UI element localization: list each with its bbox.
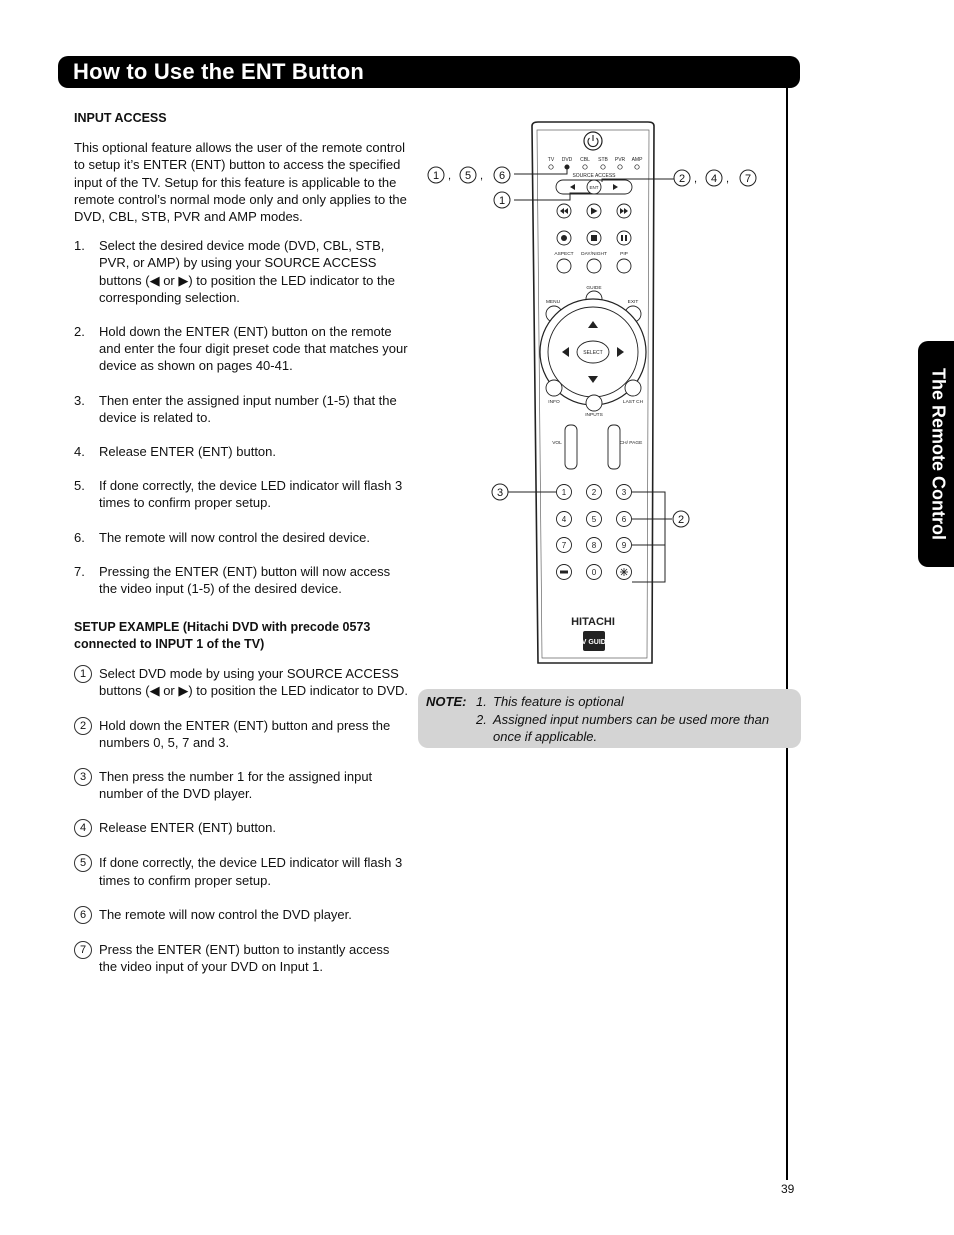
stop-icon	[591, 235, 597, 241]
svg-text:,: ,	[694, 173, 698, 185]
exit-label: EXIT	[627, 300, 639, 305]
svg-text:1: 1	[498, 195, 506, 207]
digit-label: 8	[591, 541, 597, 550]
step-number: 2.	[74, 324, 85, 340]
note-label: NOTE:	[426, 694, 467, 709]
callout-right-top	[674, 170, 756, 186]
mode-label-cbl: CBL	[580, 157, 590, 163]
digit-label: 7	[561, 541, 567, 550]
mode-label-dvd: DVD	[561, 157, 573, 163]
svg-text:,: ,	[480, 170, 484, 182]
step-number: 4.	[74, 444, 85, 460]
step-text: Select the desired device mode (DVD, CBL, STB, PVR, or AMP) by using your SOURCE ACCESS buttons (◀ or ▶) to position the LED indicator to the corresponding selection.	[99, 238, 396, 305]
list-item	[476, 693, 794, 711]
page-title: How to Use the ENT Button	[73, 59, 364, 84]
note-number: 1.	[476, 694, 487, 709]
menu-label: MENU	[545, 300, 561, 305]
digit-label: 2	[591, 488, 597, 497]
setup-example-steps	[74, 665, 410, 975]
note-text: Assigned input numbers can be used more than once if applicable.	[493, 711, 770, 744]
callout-left-bottom	[492, 484, 508, 500]
note-number: 2.	[476, 711, 487, 727]
svg-text:6: 6	[498, 170, 506, 182]
svg-text:,: ,	[726, 173, 730, 185]
step-text: Press the ENTER (ENT) button to instantly access the video input of your DVD on Input 1.	[99, 941, 390, 975]
list-item	[74, 323, 410, 375]
list-item	[74, 819, 410, 837]
led-indicator	[601, 165, 605, 169]
digit-label: 4	[561, 515, 567, 524]
step-text: If done correctly, the device LED indicator will flash 3 times to confirm proper setup.	[99, 478, 403, 511]
digit-label: 3	[621, 488, 627, 497]
note-text: This feature is optional	[493, 694, 624, 709]
note-box	[418, 689, 801, 748]
list-item	[74, 941, 410, 975]
mode-label-pvr: PVR	[614, 157, 626, 163]
list-item	[74, 768, 410, 802]
tv-guide-text: TV GUIDE	[577, 639, 611, 646]
day-night-label: DAY/NIGHT	[581, 252, 607, 257]
led-indicator	[635, 165, 639, 169]
last-ch-label: LAST CH	[622, 400, 644, 405]
inputs-button	[586, 395, 602, 411]
led-indicator	[583, 165, 587, 169]
step-number: 1.	[74, 238, 85, 254]
info-button	[546, 380, 562, 396]
list-item	[74, 665, 410, 699]
brand-logo: HITACHI	[571, 616, 615, 628]
led-indicator	[549, 165, 553, 169]
remote-control-illustration	[420, 118, 780, 668]
pip-button	[617, 259, 631, 273]
aspect-label: ASPECT	[554, 252, 574, 257]
pip-label: PIP	[620, 252, 628, 257]
list-item	[74, 443, 410, 460]
list-item	[74, 854, 410, 888]
step-text: Hold down the ENTER (ENT) button on the remote and enter the four digit preset code that matches your device as shown on pages 40-41.	[99, 324, 408, 374]
source-access-label: SOURCE ACCESS	[572, 173, 616, 179]
step-number: 6.	[74, 529, 85, 545]
side-tab-label: The Remote Control	[928, 367, 949, 541]
day-night-button	[587, 259, 601, 273]
record-icon	[561, 235, 567, 241]
aspect-button	[557, 259, 571, 273]
digit-label: 1	[561, 488, 567, 497]
circled-number: 4	[74, 819, 92, 837]
step-text: Hold down the ENTER (ENT) button and press the numbers 0, 5, 7 and 3.	[99, 717, 391, 750]
list-item	[74, 237, 410, 306]
list-item	[74, 392, 410, 426]
star-icon	[620, 568, 628, 576]
volume-rocker	[565, 425, 577, 469]
inputs-label: INPUTS	[585, 413, 603, 418]
info-label: INFO	[548, 400, 560, 405]
callout-left-top	[428, 167, 510, 183]
input-access-heading: INPUT ACCESS	[74, 111, 167, 125]
ent-label: ENT	[589, 185, 599, 190]
svg-text:7: 7	[744, 173, 752, 185]
step-text: Pressing the ENTER (ENT) button will now access the video input (1-5) of the desired device.	[99, 563, 391, 597]
list-item	[74, 717, 410, 751]
vol-label: VOL	[552, 441, 562, 446]
circled-number: 6	[74, 906, 92, 924]
last-ch-button	[625, 380, 641, 396]
step-text: Release ENTER (ENT) button.	[99, 444, 277, 460]
led-indicator	[565, 165, 569, 169]
input-access-steps	[74, 237, 410, 597]
svg-text:,: ,	[448, 170, 452, 182]
mode-label-tv: TV	[547, 157, 555, 163]
circled-number: 1	[74, 665, 92, 683]
step-text: Select DVD mode by using your SOURCE ACCESS buttons (◀ or ▶) to position the LED indicator to DVD.	[99, 666, 409, 699]
svg-text:4: 4	[710, 173, 718, 185]
svg-text:3: 3	[496, 487, 504, 499]
instructions-column	[74, 110, 410, 992]
list-item	[74, 563, 410, 597]
title-bar	[58, 56, 800, 88]
digit-label: 9	[621, 541, 627, 550]
setup-example-heading: SETUP EXAMPLE (Hitachi DVD with precode 0573 connected to INPUT 1 of the TV)	[74, 620, 371, 652]
step-text: Then press the number 1 for the assigned input number of the DVD player.	[99, 769, 373, 802]
svg-text:2: 2	[677, 514, 685, 526]
step-number: 7.	[74, 563, 85, 579]
circled-number: 5	[74, 854, 92, 872]
svg-text:5: 5	[464, 170, 472, 182]
page-number: 39	[781, 1182, 795, 1196]
input-access-intro: This optional feature allows the user of the remote control to setup it’s ENTER (ENT) button to access the specified input of the TV. Setup for this feature is applicable to the remote control’s normal mode only and only applies to the DVD, CBL, STB, PVR and AMP modes.	[74, 140, 407, 225]
digit-label: 6	[621, 515, 627, 524]
step-text: The remote will now control the desired device.	[99, 529, 370, 545]
mode-label-stb: STB	[598, 157, 608, 163]
guide-label: GUIDE	[586, 286, 602, 291]
mode-label-amp: AMP	[631, 157, 643, 163]
side-tab	[918, 341, 954, 567]
step-text: The remote will now control the DVD player.	[99, 906, 352, 922]
list-item	[476, 711, 794, 746]
pause-button	[617, 231, 631, 245]
circled-number: 3	[74, 768, 92, 786]
step-text: If done correctly, the device LED indicator will flash 3 times to confirm proper setup.	[99, 855, 403, 888]
list-item	[74, 477, 410, 511]
list-item	[74, 906, 410, 924]
circled-number: 2	[74, 717, 92, 735]
step-text: Then enter the assigned input number (1-5) that the device is related to.	[99, 392, 397, 425]
callout-left-mid	[494, 192, 510, 208]
step-number: 3.	[74, 392, 85, 408]
select-label: SELECT	[583, 350, 603, 356]
circled-number: 7	[74, 941, 92, 959]
step-text: Release ENTER (ENT) button.	[99, 820, 277, 836]
ch-page-label: CH/ PAGE	[619, 441, 643, 446]
list-item	[74, 529, 410, 546]
digit-label: 0	[591, 568, 597, 577]
note-items	[476, 693, 794, 746]
callout-right-bottom	[673, 511, 689, 527]
svg-text:1: 1	[432, 170, 440, 182]
led-indicator	[618, 165, 622, 169]
dash-icon	[560, 571, 568, 574]
step-number: 5.	[74, 478, 85, 494]
channel-rocker	[608, 425, 620, 469]
vertical-rule	[786, 88, 788, 1180]
svg-text:2: 2	[678, 173, 686, 185]
digit-label: 5	[591, 515, 597, 524]
